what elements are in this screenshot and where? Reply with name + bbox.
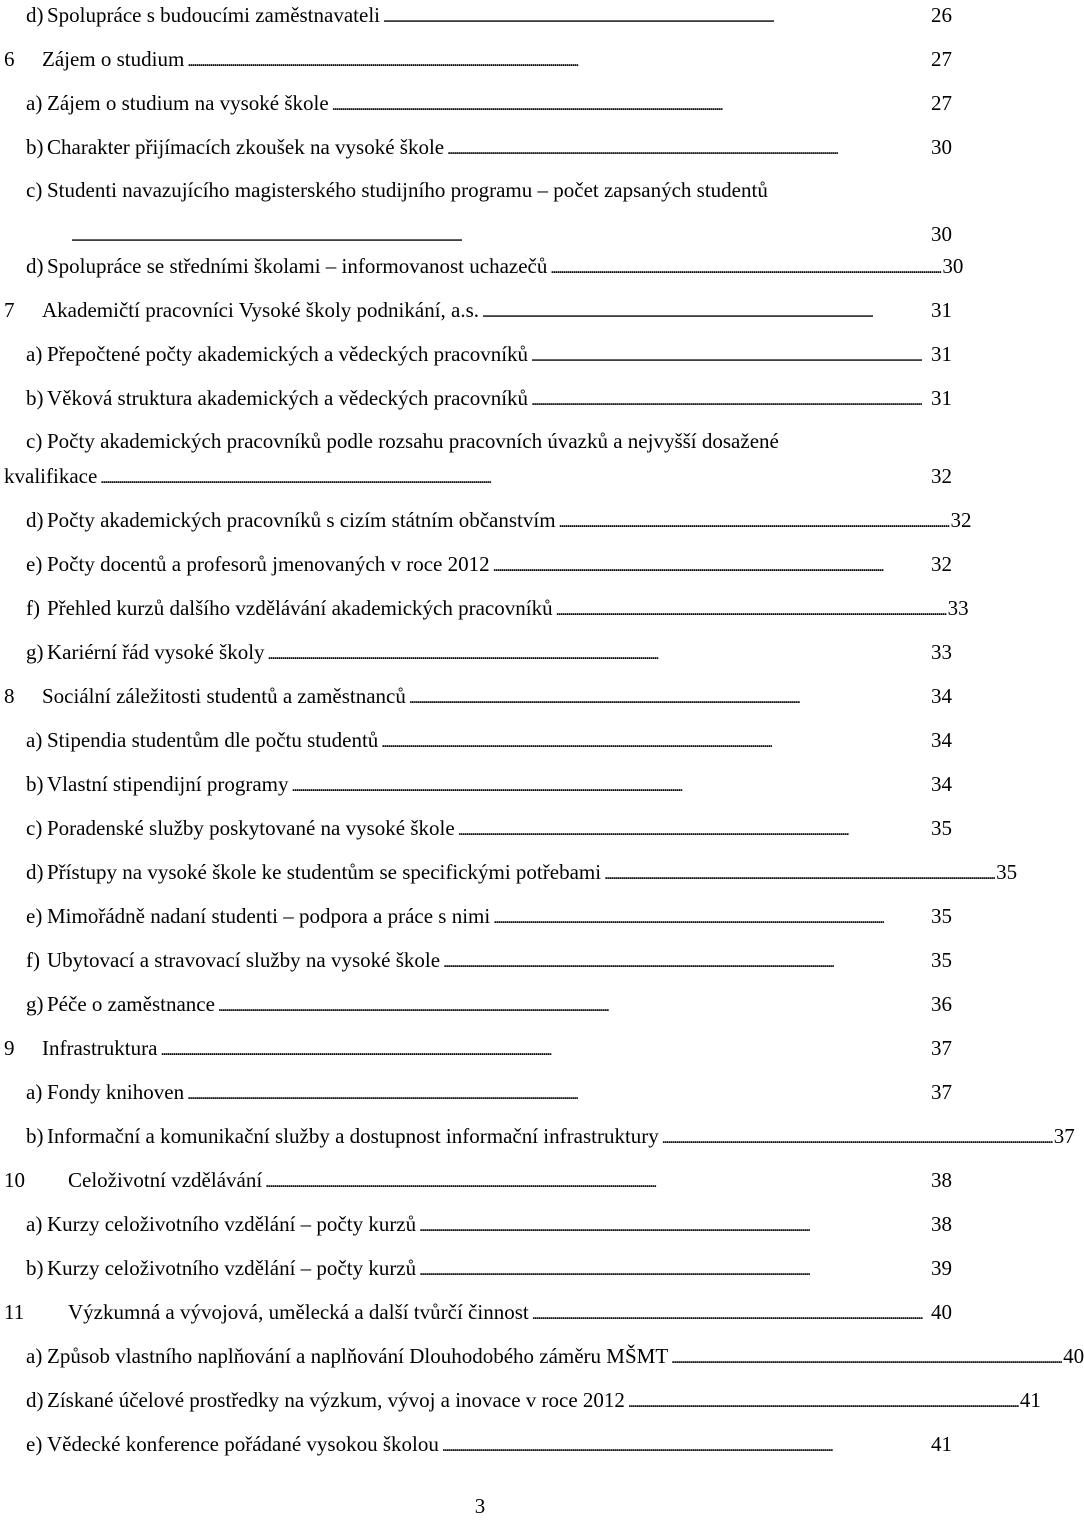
toc-leader-dots bbox=[531, 385, 928, 414]
toc-entry-number: 7 bbox=[4, 298, 15, 322]
toc-entry-title: Počty akademických pracovníků podle rozsahu pracovních úvazků a nejvyšší dosažené bbox=[47, 429, 779, 453]
toc-entry-page: 39 bbox=[931, 1256, 952, 1280]
toc-entry-title: Mimořádně nadaní studenti – podpora a práce s nimi bbox=[47, 904, 491, 928]
toc-entry-title: Přehled kurzů dalšího vzdělávání akademických pracovníků bbox=[47, 596, 553, 620]
toc-entry-title: Získané účelové prostředky na výzkum, vývoj a inovace v roce 2012 bbox=[47, 1388, 625, 1412]
toc-entry[interactable] bbox=[4, 727, 952, 753]
toc-entry-number: 9 bbox=[4, 1036, 15, 1060]
toc-entry-page: 37 bbox=[931, 1036, 952, 1060]
toc-entry-page: 32 bbox=[931, 552, 952, 576]
toc-leader-dots bbox=[383, 2, 928, 31]
toc-leader-dots bbox=[604, 859, 993, 888]
toc-entry-number: e) bbox=[26, 1432, 43, 1456]
toc-entry-title: Péče o zaměstnance bbox=[47, 992, 215, 1016]
toc-entry-page: 35 bbox=[931, 816, 952, 840]
toc-entry-page: 30 bbox=[942, 254, 964, 278]
toc-entry-title: Spolupráce se středními školami – informovanost uchazečů bbox=[47, 254, 548, 278]
toc-entry-page: 31 bbox=[931, 342, 952, 366]
toc-leader-dots bbox=[442, 1431, 928, 1460]
toc-entry-number: a) bbox=[26, 342, 43, 366]
toc-entry-number: a) bbox=[26, 1212, 43, 1236]
toc-entry-number: b) bbox=[26, 386, 44, 410]
toc-entry-number: c) bbox=[26, 816, 43, 840]
toc-leader-dots bbox=[419, 1211, 928, 1240]
toc-entry-number: b) bbox=[26, 772, 44, 796]
toc-entry-title: Stipendia studentům dle počtu studentů bbox=[47, 728, 379, 752]
toc-entry[interactable] bbox=[4, 90, 952, 116]
toc-entry-page: 27 bbox=[931, 91, 952, 115]
toc-entry-page: 33 bbox=[947, 596, 969, 620]
toc-entry-number: c) bbox=[26, 178, 43, 202]
toc-entry[interactable] bbox=[4, 551, 952, 577]
toc-entry-page: 32 bbox=[931, 464, 952, 488]
toc-entry-number: d) bbox=[26, 3, 44, 27]
toc-entry-page: 37 bbox=[1053, 1124, 1075, 1148]
toc-entry-number: b) bbox=[26, 1124, 44, 1148]
toc-entry[interactable] bbox=[4, 385, 952, 411]
toc-entry-page: 34 bbox=[931, 728, 952, 752]
toc-entry-title: Celoživotní vzdělávání bbox=[68, 1168, 263, 1192]
toc-entry-page: 35 bbox=[931, 904, 952, 928]
toc-entry-number: 6 bbox=[4, 47, 15, 71]
toc-entry-number: d) bbox=[26, 860, 44, 884]
toc-entry[interactable] bbox=[4, 177, 952, 247]
toc-leader-dots bbox=[218, 991, 928, 1020]
toc-leader-dots bbox=[458, 815, 928, 844]
toc-entry[interactable] bbox=[4, 46, 952, 72]
toc-entry[interactable] bbox=[4, 1123, 1075, 1149]
toc-entry-title: Poradenské služby poskytované na vysoké škole bbox=[47, 816, 455, 840]
toc-entry[interactable] bbox=[4, 1255, 952, 1281]
toc-leader-dots bbox=[628, 1387, 1017, 1416]
toc-entry-title: Informační a komunikační služby a dostupnost informační infrastruktury bbox=[47, 1124, 659, 1148]
toc-entry[interactable] bbox=[4, 683, 952, 709]
toc-entry[interactable] bbox=[4, 1343, 1084, 1369]
toc-leader-dots bbox=[556, 595, 945, 624]
toc-entry[interactable] bbox=[4, 771, 952, 797]
toc-entry[interactable] bbox=[4, 1299, 952, 1325]
toc-entry[interactable] bbox=[4, 1035, 952, 1061]
toc-entry-number: 11 bbox=[4, 1300, 25, 1324]
toc-leader-dots bbox=[550, 253, 939, 282]
toc-entry-page: 35 bbox=[931, 948, 952, 972]
toc-entry[interactable] bbox=[4, 595, 969, 621]
toc-entry-title: Charakter přijímacích zkoušek na vysoké škole bbox=[47, 135, 445, 159]
toc-entry-title: Infrastruktura bbox=[42, 1036, 158, 1060]
toc-entry-title-continued: kvalifikace bbox=[4, 464, 98, 488]
toc-leader-dots bbox=[381, 727, 928, 756]
toc-entry-page: 32 bbox=[950, 508, 972, 532]
toc-entry-page: 36 bbox=[931, 992, 952, 1016]
toc-entry-number: d) bbox=[26, 1388, 44, 1412]
toc-leader-dots bbox=[187, 46, 928, 75]
toc-entry-title: Kurzy celoživotního vzdělání – počty kurzů bbox=[47, 1256, 417, 1280]
toc-entry-page: 38 bbox=[931, 1168, 952, 1192]
toc-entry-number: a) bbox=[26, 1344, 43, 1368]
toc-entry-page: 27 bbox=[931, 47, 952, 71]
toc-entry-title: Vědecké konference pořádané vysokou školou bbox=[47, 1432, 439, 1456]
toc-entry-page: 38 bbox=[931, 1212, 952, 1236]
toc-entry-page: 40 bbox=[931, 1300, 952, 1324]
toc-entry-page: 41 bbox=[931, 1432, 952, 1456]
toc-entry-number: 10 bbox=[4, 1168, 25, 1192]
toc-leader-dots bbox=[482, 297, 928, 326]
toc-entry[interactable] bbox=[4, 253, 964, 279]
toc-entry[interactable] bbox=[4, 297, 952, 323]
toc-entry-number: a) bbox=[26, 91, 43, 115]
toc-leader-dots bbox=[332, 90, 928, 119]
toc-entry-page: 35 bbox=[996, 860, 1018, 884]
toc-entry-title: Akademičtí pracovníci Vysoké školy podnikání, a.s. bbox=[42, 298, 480, 322]
toc-entry-page: 26 bbox=[931, 3, 952, 27]
toc-entry[interactable] bbox=[4, 815, 952, 841]
toc-entry[interactable] bbox=[4, 1211, 952, 1237]
toc-leader-dots bbox=[409, 683, 928, 712]
toc-entry-title: Studenti navazujícího magisterského studijního programu – počet zapsaných studentů bbox=[47, 178, 768, 202]
toc-entry-number: c) bbox=[26, 429, 43, 453]
toc-entry-title: Zájem o studium na vysoké škole bbox=[47, 91, 329, 115]
toc-leader-dots bbox=[71, 221, 928, 250]
toc-entry-title: Sociální záležitosti studentů a zaměstnanců bbox=[42, 684, 406, 708]
toc-leader-dots bbox=[268, 639, 928, 668]
toc-entry-page: 33 bbox=[931, 640, 952, 664]
toc-leader-dots bbox=[443, 947, 928, 976]
toc-entry-number: d) bbox=[26, 254, 44, 278]
toc-entry-page: 34 bbox=[931, 684, 952, 708]
toc-entry[interactable] bbox=[4, 428, 952, 492]
toc-entry[interactable] bbox=[4, 639, 952, 665]
toc-leader-dots bbox=[187, 1079, 928, 1108]
toc-entry[interactable] bbox=[4, 507, 972, 533]
toc-entry-number: d) bbox=[26, 508, 44, 532]
toc-entry-page: 30 bbox=[931, 135, 952, 159]
toc-leader-dots bbox=[160, 1035, 928, 1064]
toc-entry[interactable] bbox=[4, 134, 952, 160]
toc-entry[interactable] bbox=[4, 859, 1018, 885]
toc-entry-title: Věková struktura akademických a vědeckých pracovníků bbox=[47, 386, 529, 410]
toc-entry-title: Vlastní stipendijní programy bbox=[47, 772, 289, 796]
toc-entry[interactable] bbox=[4, 947, 952, 973]
toc-entry[interactable] bbox=[4, 1431, 952, 1457]
toc-leader-dots bbox=[532, 1299, 928, 1328]
toc-entry-title: Spolupráce s budoucími zaměstnavateli bbox=[47, 3, 380, 27]
toc-entry-number: f) bbox=[26, 948, 40, 972]
toc-entry-title: Přístupy na vysoké škole ke studentům se specifickými potřebami bbox=[47, 860, 602, 884]
toc-entry-page: 41 bbox=[1019, 1388, 1041, 1412]
toc-entry-page: 34 bbox=[931, 772, 952, 796]
toc-entry-page: 40 bbox=[1063, 1344, 1084, 1368]
toc-entry-title: Ubytovací a stravovací služby na vysoké škole bbox=[47, 948, 441, 972]
toc-leader-dots bbox=[100, 463, 928, 492]
toc-entry-page: 30 bbox=[931, 222, 952, 246]
toc-entry-number: g) bbox=[26, 640, 44, 664]
toc-leader-dots bbox=[419, 1255, 928, 1284]
toc-entry-title: Přepočtené počty akademických a vědeckých pracovníků bbox=[47, 342, 529, 366]
toc-leader-dots bbox=[493, 551, 928, 580]
toc-entry-number: g) bbox=[26, 992, 44, 1016]
toc-entry-page: 31 bbox=[931, 298, 952, 322]
toc-entry[interactable] bbox=[4, 991, 952, 1017]
toc-entry-title: Kurzy celoživotního vzdělání – počty kurzů bbox=[47, 1212, 417, 1236]
toc-entry-title: Zájem o studium bbox=[42, 47, 185, 71]
toc-entry-number: e) bbox=[26, 904, 43, 928]
toc-entry-number: 8 bbox=[4, 684, 15, 708]
toc-leader-dots bbox=[671, 1343, 1060, 1372]
toc-entry-title: Počty docentů a profesorů jmenovaných v roce 2012 bbox=[47, 552, 490, 576]
toc-entry[interactable] bbox=[4, 1079, 952, 1105]
toc-entry-title: Výzkumná a vývojová, umělecká a další tvůrčí činnost bbox=[68, 1300, 529, 1324]
toc-leader-dots bbox=[265, 1167, 928, 1196]
toc-entry-number: a) bbox=[26, 1080, 43, 1104]
toc-entry-title: Způsob vlastního naplňování a naplňování Dlouhodobého záměru MŠMT bbox=[47, 1344, 669, 1368]
toc-entry[interactable] bbox=[4, 2, 952, 28]
toc-entry-page: 31 bbox=[931, 386, 952, 410]
toc-entry[interactable] bbox=[4, 1387, 1041, 1413]
toc-leader-dots bbox=[447, 134, 928, 163]
toc-entry-page: 37 bbox=[931, 1080, 952, 1104]
toc-leader-dots bbox=[559, 507, 948, 536]
page-number: 3 bbox=[474, 1494, 486, 1518]
toc-entry-number: b) bbox=[26, 135, 44, 159]
toc-leader-dots bbox=[493, 903, 928, 932]
toc-entry-number: f) bbox=[26, 596, 40, 620]
toc-leader-dots bbox=[531, 341, 928, 370]
toc-entry-title: Fondy knihoven bbox=[47, 1080, 185, 1104]
toc-entry-number: b) bbox=[26, 1256, 44, 1280]
toc-entry[interactable] bbox=[4, 341, 952, 367]
toc-leader-dots bbox=[291, 771, 928, 800]
toc-entry[interactable] bbox=[4, 903, 952, 929]
toc-entry-number: a) bbox=[26, 728, 43, 752]
toc-entry-title: Počty akademických pracovníků s cizím státním občanstvím bbox=[47, 508, 556, 532]
toc-entry-number: e) bbox=[26, 552, 43, 576]
toc-entry-title: Kariérní řád vysoké školy bbox=[47, 640, 265, 664]
toc-entry[interactable] bbox=[4, 1167, 952, 1193]
toc-leader-dots bbox=[662, 1123, 1051, 1152]
